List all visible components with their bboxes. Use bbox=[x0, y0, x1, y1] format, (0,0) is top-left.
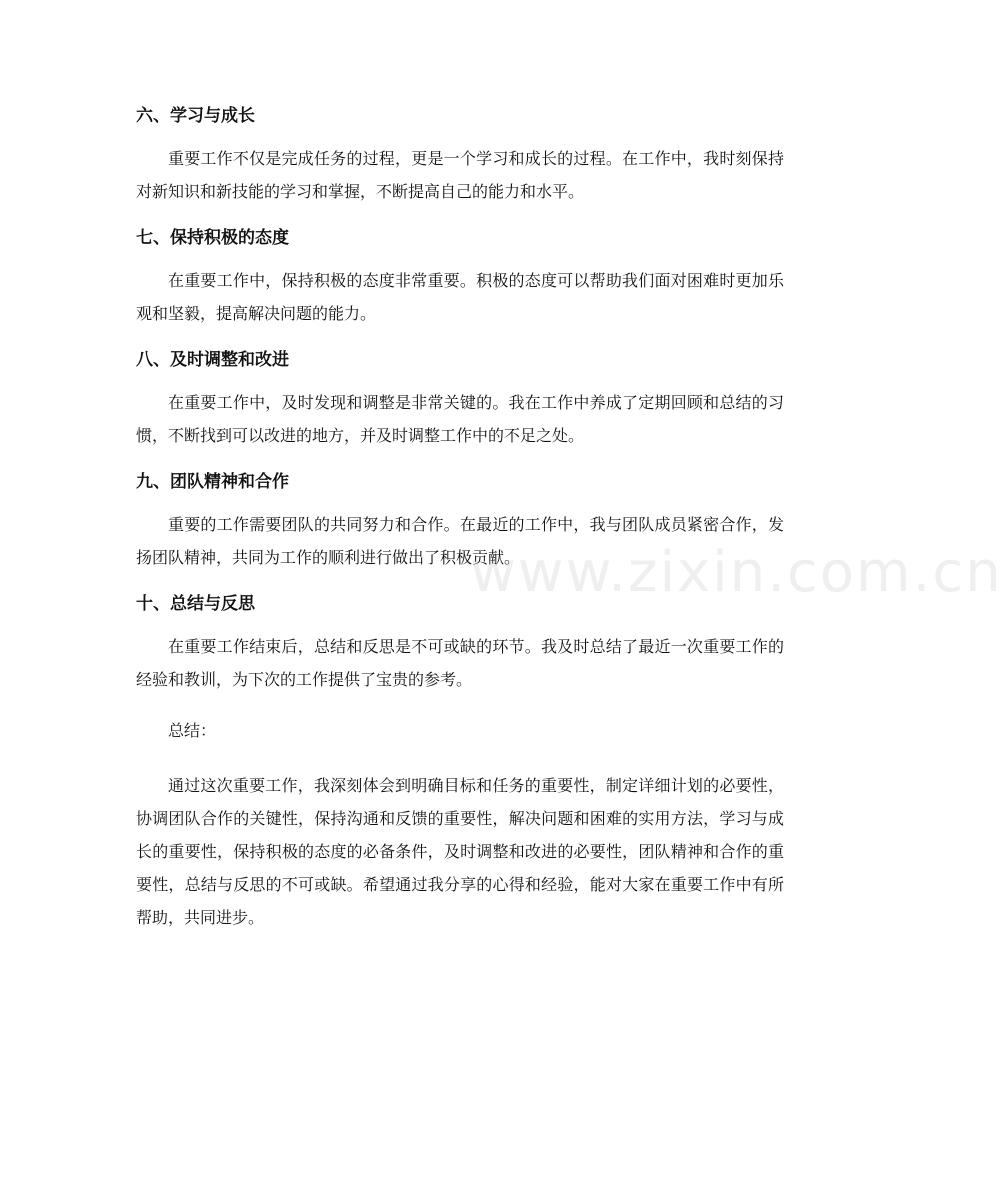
section-7 bbox=[136, 226, 784, 330]
section-10 bbox=[136, 592, 784, 696]
section-heading: 七、保持积极的态度 bbox=[136, 228, 289, 248]
summary-label: 总结： bbox=[168, 721, 217, 740]
section-6 bbox=[136, 104, 784, 208]
section-paragraph: 在重要工作结束后，总结和反思是不可或缺的环节。我及时总结了最近一次重要工作的经验和教训，为下次的工作提供了宝贵的参考。 bbox=[136, 637, 784, 689]
section-paragraph: 重要工作不仅是完成任务的过程，更是一个学习和成长的过程。在工作中，我时刻保持对新知识和新技能的学习和掌握，不断提高自己的能力和水平。 bbox=[136, 149, 784, 201]
section-8 bbox=[136, 348, 784, 452]
section-9 bbox=[136, 470, 784, 574]
section-paragraph: 在重要工作中，保持积极的态度非常重要。积极的态度可以帮助我们面对困难时更加乐观和坚毅，提高解决问题的能力。 bbox=[136, 271, 784, 323]
watermark-logo: www.zixin.com.cn bbox=[470, 540, 1003, 605]
section-heading: 十、总结与反思 bbox=[136, 594, 255, 614]
section-paragraph: 重要的工作需要团队的共同努力和合作。在最近的工作中，我与团队成员紧密合作，发扬团队精神，共同为工作的顺利进行做出了积极贡献。 bbox=[136, 515, 784, 567]
section-heading: 六、学习与成长 bbox=[136, 106, 255, 126]
summary-paragraph: 通过这次重要工作，我深刻体会到明确目标和任务的重要性，制定详细计划的必要性，协调团队合作的关键性，保持沟通和反馈的重要性，解决问题和困难的实用方法，学习与成长的重要性，保持积极的态度的必备条件，及时调整和改进的必要性，团队精神和合作的重要性，总结与反思的不可或缺。希望通过我分享的心得和经验，能对大家在重要工作中有所帮助，共同进步。 bbox=[136, 776, 784, 927]
section-paragraph: 在重要工作中，及时发现和调整是非常关键的。我在工作中养成了定期回顾和总结的习惯，不断找到可以改进的地方，并及时调整工作中的不足之处。 bbox=[136, 393, 784, 445]
section-heading: 九、团队精神和合作 bbox=[136, 472, 289, 492]
document-content bbox=[136, 104, 784, 934]
section-heading: 八、及时调整和改进 bbox=[136, 350, 289, 370]
